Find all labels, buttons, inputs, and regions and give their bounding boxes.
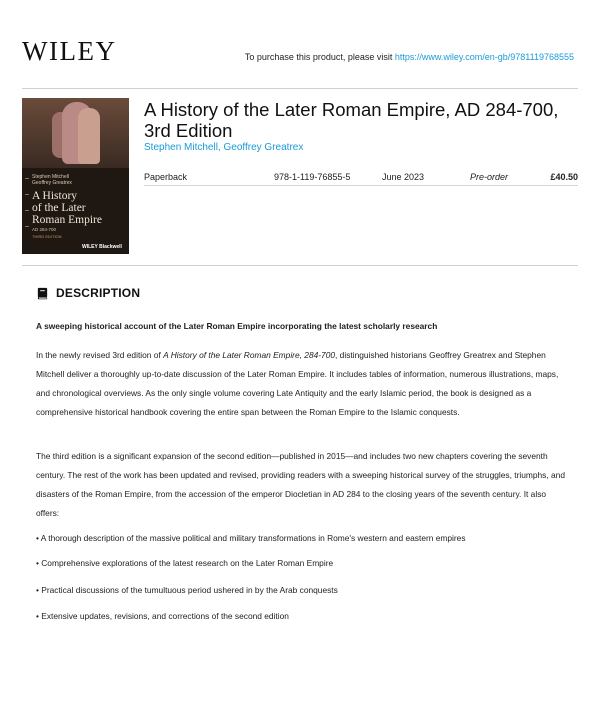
paragraph-text: , distinguished historians Geoffrey Greatrex and Stephen Mitchell deliver a thoroughly up-to-date discussion of the Later Roman Empire. It includes tables of information, numerous illustrations, maps, and chronological overviews. As the only single volume covering Late Antiquity and the early Islamic period, the book is designed as a comprehensive historical handbook covering the entire span between the Roman Empire to the Islamic conquests. xyxy=(36,350,559,417)
section-divider xyxy=(22,265,578,266)
book-authors[interactable]: Stephen Mitchell, Geoffrey Greatrex xyxy=(144,142,304,153)
cover-ornament xyxy=(25,226,29,227)
product-status: Pre-order xyxy=(470,172,509,182)
bullet-item: • Extensive updates, revisions, and corrections of the second edition xyxy=(36,611,289,621)
description-heading: DESCRIPTION xyxy=(56,286,141,300)
purchase-notice xyxy=(245,52,574,62)
bullet-item: • Comprehensive explorations of the latest research on the Later Roman Empire xyxy=(36,558,334,568)
cover-subtitle: AD 284-700 xyxy=(32,227,57,232)
product-price: £40.50 xyxy=(550,172,578,182)
cover-sculpture-figure xyxy=(78,108,100,164)
product-format: Paperback xyxy=(144,172,188,182)
product-link[interactable]: https://www.wiley.com/en-gb/9781119768555 xyxy=(394,52,574,62)
description-lead: A sweeping historical account of the Later Roman Empire incorporating the latest scholarly research xyxy=(36,321,438,331)
cover-ornament xyxy=(25,194,29,195)
purchase-text: To purchase this product, please visit xyxy=(244,52,395,62)
cover-title xyxy=(32,190,102,226)
bullet-item: • A thorough description of the massive political and military transformations in Rome's western and eastern empires xyxy=(36,533,466,543)
book-cover xyxy=(22,98,129,254)
product-isbn: 978-1-119-76855-5 xyxy=(274,172,351,182)
cover-authors xyxy=(32,174,72,186)
description-paragraph: The third edition is a significant expansion of the second edition—published in 2015—and includes two new chapters covering the seventh century. The rest of the work has been updated and revised, providing readers with a sweeping historical survey of the struggles, triumphs, and disasters of the Roman Empire, from the accession of the emperor Diocletian in AD 284 to the closing years of the seventh century. It also offers: xyxy=(36,451,565,518)
cover-publisher: WILEY Blackwell xyxy=(82,244,122,250)
book-title-italic: A History of the Later Roman Empire, 284-700 xyxy=(163,350,336,360)
description-paragraph xyxy=(36,346,568,422)
product-row xyxy=(144,170,578,186)
wiley-logo: WILEY xyxy=(22,36,117,66)
cover-ornament xyxy=(25,210,29,211)
bullet-item: • Practical discussions of the tumultuous period ushered in by the Arab conquests xyxy=(36,585,338,595)
cover-edition: THIRD EDITION xyxy=(32,234,62,239)
cover-title-line: A History xyxy=(32,190,78,202)
cover-title-line: of the Later xyxy=(32,202,86,214)
top-divider xyxy=(22,88,578,89)
paragraph-text: In the newly revised 3rd edition of xyxy=(36,350,164,360)
book-icon xyxy=(36,287,49,300)
book-title: A History of the Later Roman Empire, AD 284-700, 3rd Edition xyxy=(144,99,559,141)
cover-ornament xyxy=(25,178,29,179)
cover-title-line: Roman Empire xyxy=(32,214,102,226)
cover-author: Stephen Mitchell xyxy=(32,174,69,180)
description-header xyxy=(36,286,140,300)
product-date: June 2023 xyxy=(382,172,425,182)
cover-author: Geoffrey Greatrex xyxy=(32,180,72,186)
